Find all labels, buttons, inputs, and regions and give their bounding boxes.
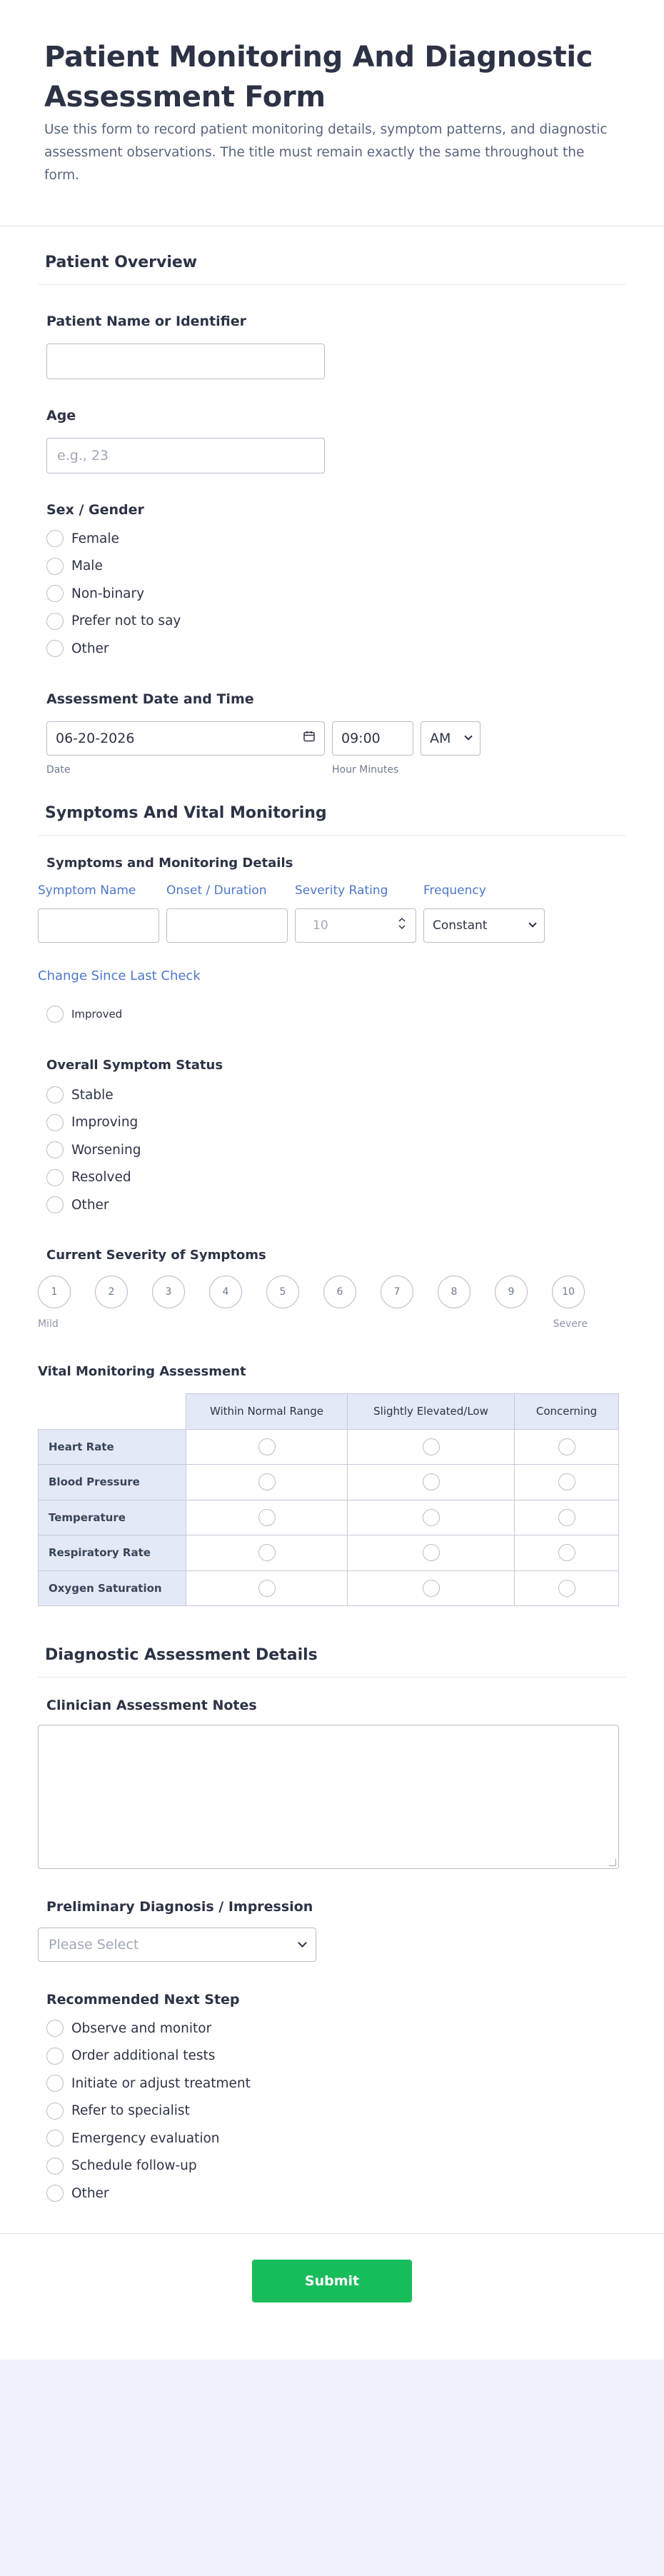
radio-circle[interactable]: [558, 1438, 575, 1455]
matrix-cell[interactable]: [186, 1465, 348, 1500]
patient-name-field: [38, 285, 626, 379]
vitals-header-row: [39, 1393, 619, 1429]
patient-overview-section: [0, 226, 664, 776]
spinner-arrows-icon[interactable]: [397, 915, 407, 936]
radio-circle[interactable]: [46, 1114, 64, 1131]
frequency-select[interactable]: [423, 908, 545, 943]
date-sublabel: Date: [46, 763, 71, 776]
radio-circle[interactable]: [258, 1509, 276, 1526]
symptom-status-field: [38, 1028, 626, 1219]
radio-circle[interactable]: [423, 1438, 440, 1455]
matrix-cell[interactable]: [515, 1465, 619, 1500]
form-title: Patient Monitoring And Diagnostic Assessment Form: [44, 41, 593, 114]
calendar-icon[interactable]: [303, 730, 316, 746]
chevron-down-icon: [528, 919, 536, 927]
diagnosis-placeholder: Please Select: [49, 1937, 139, 1953]
radio-option[interactable]: [46, 2125, 619, 2152]
radio-label: Schedule follow-up: [71, 2158, 197, 2174]
matrix-cell[interactable]: [515, 1570, 619, 1606]
severity-scale-field: [38, 1219, 626, 1330]
radio-option[interactable]: [46, 553, 619, 581]
radio-option[interactable]: [46, 1164, 619, 1192]
change-since-last-field: [38, 943, 626, 1028]
field-label: Change Since Last Check: [38, 968, 201, 983]
row-label: Oxygen Saturation: [39, 1570, 186, 1606]
matrix-cell[interactable]: [515, 1535, 619, 1571]
radio-circle[interactable]: [46, 1141, 64, 1158]
section-heading: Patient Overview: [38, 226, 626, 285]
row-label: Heart Rate: [39, 1429, 186, 1465]
patient-name-input[interactable]: [46, 344, 325, 379]
field-label: Age: [46, 408, 76, 424]
table-row: [39, 1500, 619, 1535]
resize-handle-icon[interactable]: [609, 1859, 616, 1866]
date-input[interactable]: [46, 721, 325, 756]
datetime-row: [46, 721, 619, 756]
matrix-cell[interactable]: [186, 1429, 348, 1465]
age-placeholder: e.g., 23: [57, 448, 109, 463]
diagnosis-select[interactable]: [38, 1928, 316, 1962]
radio-circle[interactable]: [258, 1438, 276, 1455]
radio-label: Other: [71, 2185, 109, 2201]
radio-circle[interactable]: [46, 2048, 64, 2065]
matrix-cell[interactable]: [186, 1570, 348, 1606]
clinician-notes-field: [38, 1678, 626, 1869]
form-header: [0, 0, 664, 226]
scale-option[interactable]: 4: [209, 1276, 242, 1308]
age-input[interactable]: [46, 438, 325, 473]
diagnostic-section: [0, 1606, 664, 2207]
scale-option[interactable]: 9: [495, 1276, 528, 1308]
matrix-cell[interactable]: [348, 1535, 515, 1571]
column-label: Frequency: [423, 883, 486, 898]
matrix-cell[interactable]: [348, 1500, 515, 1535]
matrix-cell[interactable]: [186, 1500, 348, 1535]
vitals-field: [38, 1330, 626, 1607]
radio-circle[interactable]: [46, 585, 64, 602]
radio-label: Improving: [71, 1115, 139, 1131]
radio-circle[interactable]: [423, 1544, 440, 1561]
radio-option[interactable]: [46, 580, 619, 608]
symptom-name-input[interactable]: [38, 908, 159, 943]
radio-circle[interactable]: [258, 1473, 276, 1490]
radio-circle[interactable]: [258, 1580, 276, 1597]
scale-option[interactable]: 6: [323, 1276, 356, 1308]
radio-label: Order additional tests: [71, 2048, 216, 2064]
age-field: [38, 379, 626, 473]
radio-label: Stable: [71, 1087, 114, 1103]
chevron-down-icon: [464, 732, 472, 740]
radio-circle[interactable]: [558, 1509, 575, 1526]
scale-option[interactable]: 8: [438, 1276, 471, 1308]
frequency-value: Constant: [433, 918, 488, 933]
column-label: Severity Rating: [295, 883, 388, 898]
radio-option[interactable]: [46, 2070, 619, 2098]
matrix-cell[interactable]: [515, 1429, 619, 1465]
radio-circle[interactable]: [558, 1580, 575, 1597]
section-heading: Diagnostic Assessment Details: [38, 1606, 626, 1678]
row-label: Blood Pressure: [39, 1465, 186, 1500]
severity-scale: [38, 1276, 619, 1308]
time-sublabel: Hour Minutes: [332, 763, 399, 776]
matrix-corner: [39, 1393, 186, 1429]
radio-option[interactable]: [46, 2098, 619, 2125]
table-row: [39, 1535, 619, 1571]
radio-label: Other: [71, 641, 109, 656]
radio-option[interactable]: [46, 1136, 619, 1164]
radio-label: Worsening: [71, 1142, 141, 1158]
column-header: Within Normal Range: [186, 1393, 348, 1429]
radio-option[interactable]: [46, 1081, 619, 1109]
column-label: Onset / Duration: [166, 883, 267, 898]
radio-label: Resolved: [71, 1170, 131, 1186]
radio-option[interactable]: [46, 2152, 619, 2180]
column-header: Slightly Elevated/Low: [348, 1393, 515, 1429]
scale-option[interactable]: 3: [152, 1276, 185, 1308]
radio-circle[interactable]: [46, 1006, 64, 1023]
field-label: Sex / Gender: [46, 502, 144, 518]
date-value: 06-20-2026: [56, 730, 135, 746]
matrix-cells: [38, 908, 619, 943]
row-label: Temperature: [39, 1500, 186, 1535]
radio-label: Observe and monitor: [71, 2020, 212, 2036]
scale-option[interactable]: 1: [38, 1276, 71, 1308]
field-label: Current Severity of Symptoms: [46, 1247, 266, 1263]
radio-label: Female: [71, 531, 119, 546]
radio-circle[interactable]: [46, 2185, 64, 2202]
ampm-select[interactable]: [421, 721, 481, 756]
section-heading: Symptoms And Vital Monitoring: [38, 776, 626, 836]
scale-option[interactable]: 5: [266, 1276, 299, 1308]
radio-circle[interactable]: [46, 2075, 64, 2092]
matrix-cell[interactable]: [186, 1535, 348, 1571]
table-row: [39, 1465, 619, 1500]
field-label: Vital Monitoring Assessment: [38, 1363, 246, 1379]
symptom-details-field: [38, 836, 626, 943]
radio-option[interactable]: [46, 1109, 619, 1137]
submit-button[interactable]: Submit: [252, 2260, 412, 2302]
matrix-cell[interactable]: [515, 1500, 619, 1535]
radio-circle[interactable]: [258, 1544, 276, 1561]
scale-end-labels: [38, 1318, 588, 1330]
radio-label: Initiate or adjust treatment: [71, 2075, 251, 2091]
field-label: Clinician Assessment Notes: [46, 1698, 257, 1713]
field-label: Overall Symptom Status: [46, 1058, 223, 1073]
radio-option[interactable]: [46, 1001, 619, 1028]
table-row: [39, 1570, 619, 1606]
radio-circle[interactable]: [46, 2020, 64, 2037]
radio-circle[interactable]: [558, 1473, 575, 1490]
sex-field: [38, 473, 626, 663]
scale-max-label: Severe: [553, 1318, 588, 1330]
radio-circle[interactable]: [46, 530, 64, 547]
radio-option[interactable]: [46, 525, 619, 553]
clinician-notes-textarea[interactable]: [38, 1725, 619, 1869]
field-label: Preliminary Diagnosis / Impression: [46, 1899, 313, 1915]
radio-circle[interactable]: [558, 1544, 575, 1561]
matrix-cell[interactable]: [348, 1465, 515, 1500]
ampm-value: AM: [430, 730, 451, 746]
radio-circle[interactable]: [46, 1086, 64, 1103]
time-input[interactable]: 09:00: [332, 721, 413, 756]
radio-option[interactable]: [46, 2180, 619, 2207]
radio-option[interactable]: [46, 2043, 619, 2070]
field-label: Patient Name or Identifier: [46, 314, 247, 329]
sex-options: [46, 525, 619, 663]
matrix-column-labels: [38, 883, 619, 898]
radio-circle[interactable]: [46, 613, 64, 630]
field-label: Symptoms and Monitoring Details: [46, 855, 293, 871]
matrix-cell[interactable]: [348, 1570, 515, 1606]
table-row: [39, 1429, 619, 1465]
radio-circle[interactable]: [423, 1580, 440, 1597]
radio-circle[interactable]: [46, 2103, 64, 2120]
radio-label: Prefer not to say: [71, 613, 181, 629]
severity-placeholder: 10: [313, 918, 328, 933]
scale-option[interactable]: 10: [552, 1276, 585, 1308]
radio-option[interactable]: [46, 608, 619, 636]
radio-label: Non-binary: [71, 586, 145, 601]
chevron-down-icon: [298, 1938, 307, 1948]
onset-duration-input[interactable]: [166, 908, 288, 943]
field-label: Assessment Date and Time: [46, 691, 254, 707]
next-step-field: [38, 1962, 626, 2207]
radio-circle[interactable]: [46, 2130, 64, 2147]
radio-circle[interactable]: [423, 1473, 440, 1490]
radio-label: Emergency evaluation: [71, 2130, 220, 2146]
scale-option[interactable]: 7: [381, 1276, 413, 1308]
matrix-cell[interactable]: [348, 1429, 515, 1465]
column-label: Symptom Name: [38, 883, 136, 898]
radio-label: Male: [71, 558, 103, 574]
scale-option[interactable]: 2: [95, 1276, 128, 1308]
form-footer: [0, 2233, 664, 2302]
radio-label: Refer to specialist: [71, 2103, 190, 2119]
radio-circle[interactable]: [46, 1196, 64, 1213]
diagnosis-field: [38, 1869, 626, 1962]
form-description: Use this form to record patient monitoring details, symptom patterns, and diagnostic assessment observations. The title must remain exactly the same throughout the form.: [44, 122, 608, 183]
radio-option[interactable]: [46, 635, 619, 663]
scale-min-label: Mild: [38, 1318, 59, 1330]
radio-option[interactable]: [46, 1191, 619, 1219]
assessment-datetime-field: [38, 663, 626, 776]
datetime-sublabels: [46, 764, 619, 776]
severity-rating-spinner[interactable]: [295, 908, 416, 943]
radio-label: Improved: [71, 1007, 123, 1021]
column-header: Concerning: [515, 1393, 619, 1429]
radio-circle[interactable]: [46, 1169, 64, 1186]
row-label: Respiratory Rate: [39, 1535, 186, 1571]
radio-label: Other: [71, 1197, 109, 1213]
radio-circle[interactable]: [46, 558, 64, 575]
field-label: Recommended Next Step: [46, 1992, 240, 2008]
radio-circle[interactable]: [423, 1509, 440, 1526]
radio-circle[interactable]: [46, 640, 64, 657]
radio-option[interactable]: [46, 2015, 619, 2043]
radio-circle[interactable]: [46, 2157, 64, 2175]
symptoms-section: [0, 776, 664, 1607]
vitals-matrix: [38, 1393, 619, 1607]
